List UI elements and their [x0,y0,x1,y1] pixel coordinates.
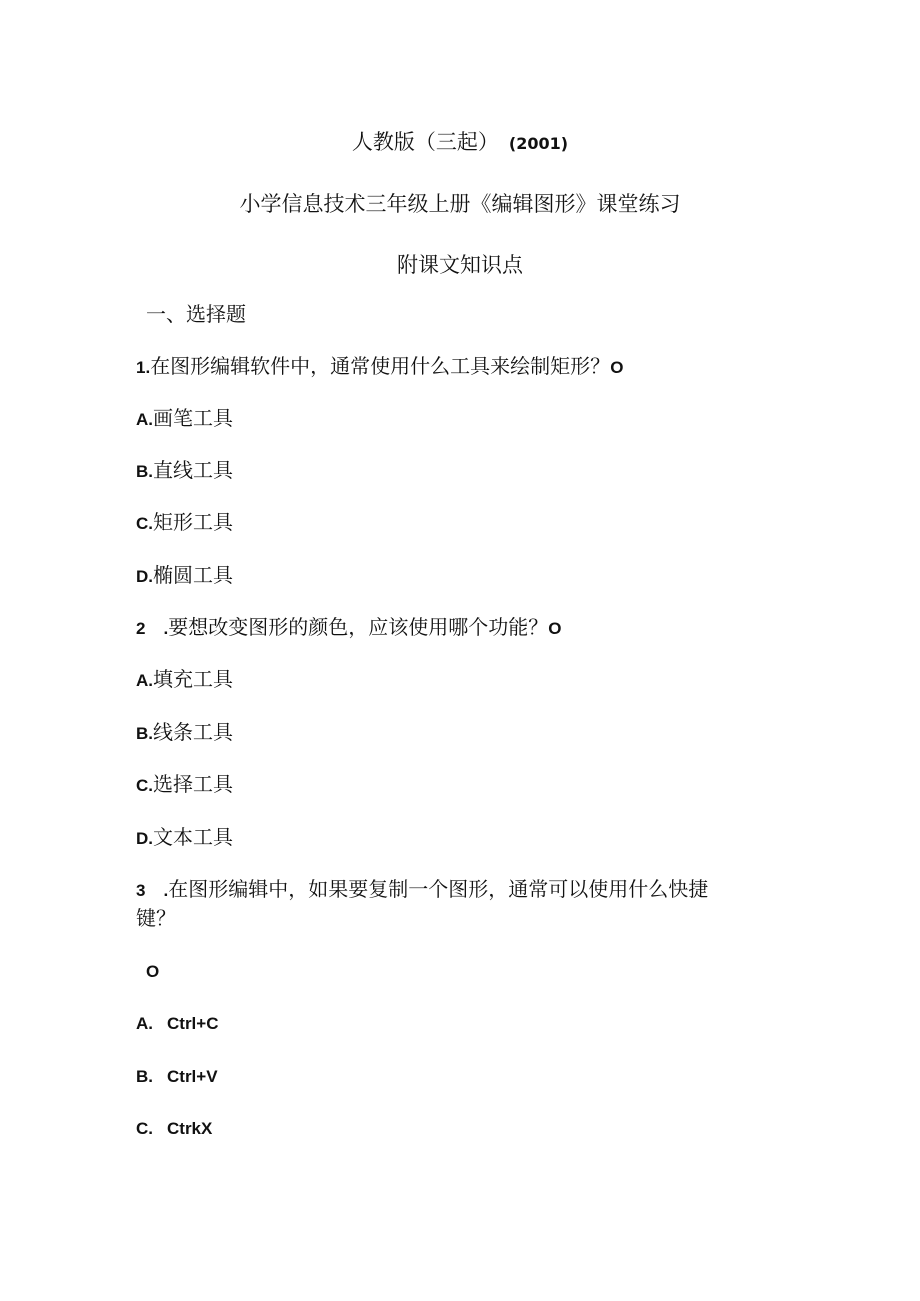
option-text: Ctrl+C [167,1014,219,1033]
question-1-option-d [136,561,233,591]
option-text: 直线工具 [153,458,233,482]
question-1-text: 在图形编辑软件中，通常使用什么工具来绘制矩形？ [150,354,611,378]
option-text: 选择工具 [153,772,233,796]
question-3 [136,875,708,905]
option-text: 线条工具 [153,720,233,744]
question-2-text: 要想改变图形的颜色，应该使用哪个功能？ [168,615,549,639]
option-letter: B. [136,462,153,481]
title-publisher: 人教版（三起） [351,130,499,154]
option-letter: D. [136,829,153,848]
option-letter: B. [136,1067,153,1086]
question-3-text-line-2: 键？ [136,906,176,930]
question-3-answer [146,956,159,986]
option-letter: C. [136,1119,153,1138]
question-3-number: 3 [136,881,146,900]
question-1 [136,352,623,382]
option-letter: C. [136,514,153,533]
question-3-text-line-1: 在图形编辑中，如果要复制一个图形，通常可以使用什么快捷 [168,877,709,901]
question-3-answer-mark: O [146,962,160,981]
option-text: 椭圆工具 [153,563,233,587]
question-2-option-c [136,770,233,800]
option-letter: A. [136,671,153,690]
question-2-number-suffix: . [163,619,169,638]
option-text: 画笔工具 [153,406,233,430]
question-1-number: 1. [136,358,151,377]
question-3-number-suffix: . [163,881,169,900]
question-3-option-a [136,1008,218,1038]
question-2-option-d [136,823,233,853]
option-letter: D. [136,567,153,586]
question-1-option-a [136,404,233,434]
title-line-1 [0,126,920,156]
option-letter: B. [136,724,153,743]
question-2-option-b [136,718,233,748]
question-3-continuation [136,904,176,932]
title-line-2: 小学信息技术三年级上册《编辑图形》课堂练习 [239,192,681,216]
option-text: 填充工具 [153,667,233,691]
option-text: Ctrl+V [167,1067,218,1086]
option-text: 矩形工具 [153,510,233,534]
option-letter: A. [136,1014,153,1033]
question-1-answer-mark: O [610,358,624,377]
question-3-option-c [136,1113,212,1143]
question-1-option-b [136,456,233,486]
question-2-number: 2 [136,619,146,638]
title-line-3: 附课文知识点 [397,253,523,277]
question-2-option-a [136,665,233,695]
section-heading: 一、选择题 [146,302,246,326]
question-1-option-c [136,508,233,538]
option-letter: C. [136,776,153,795]
option-text: 文本工具 [153,825,233,849]
question-2-answer-mark: O [548,619,562,638]
question-3-option-b [136,1061,218,1091]
option-letter: A. [136,410,153,429]
question-2 [136,613,561,643]
title-year: (2001) [508,134,569,153]
option-text: CtrkX [167,1119,213,1138]
